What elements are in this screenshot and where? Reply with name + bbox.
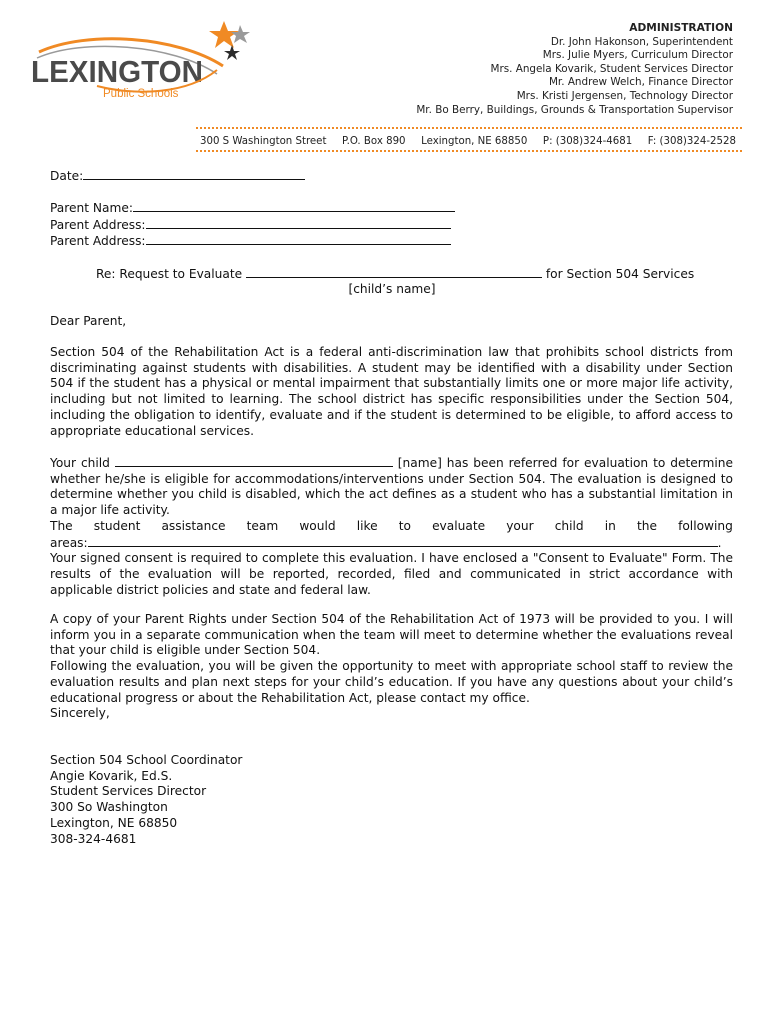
signature-line: Section 504 School Coordinator [50,753,243,767]
lexington-logo [27,18,252,128]
signature-line: Lexington, NE 68850 [50,815,178,830]
po-box: P.O. Box 890 [342,136,406,147]
re-suffix: for Section 504 Services [545,267,695,281]
admin-line: Mrs. Kristi Jergensen, Technology Director [516,89,733,102]
admin-line: Mr. Andrew Welch, Finance Director [548,76,733,89]
paragraph-section-504: Section 504 of the Rehabilitation Act is a federal anti-discrimination law that prohibits school districts from discriminating against students with disabilities. A student may be identified with a disability under Section 504 if the student has a physical or mental impairment that substantially limits one or more major life activity, including but not limited to learning. The school district has specific responsibilities under the Section 504, including the obligation to identify, evaluate and if the student is determined to be eligible, to afford access to appropriate educational services. [50,345,733,438]
date-blank[interactable] [83,168,305,180]
star-icon [231,25,250,43]
re-line [96,266,733,283]
street-address: 300 S Washington Street [200,136,327,147]
team-line: The student assistance team would like to evaluate your child in the following [50,518,733,533]
date-line [50,168,733,185]
dotted-divider [196,127,742,129]
areas-line: areas: . [50,535,722,550]
parent-fields [50,200,733,250]
admin-line: Mrs. Julie Myers, Curriculum Director [542,49,733,62]
administration-block [416,22,733,117]
parent-name-blank[interactable] [133,200,455,212]
dotted-divider [196,150,742,152]
re-prefix: Re: Request to Evaluate [96,267,243,281]
parent-name-label: Parent Name: [50,201,133,215]
parent-rights-text: A copy of your Parent Rights under Section 504 of the Rehabilitation Act of 1973 will be provided to you. I will inform you in a separate communication when the team will meet to determine whether the evaluations reveal that your child is eligible under Section 504. [50,612,733,658]
phone-number: P: (308)324-4681 [542,136,633,147]
paragraph-referral [50,455,733,598]
city-state-zip: Lexington, NE 68850 [421,136,528,147]
child-name-caption: [child’s name] [348,282,436,296]
parent-address-label: Parent Address: [50,234,146,249]
signature-line: 308-324-4681 [50,831,137,846]
child-name-blank[interactable] [246,266,542,278]
parent-address-blank[interactable] [146,217,451,229]
following-text: Following the evaluation, you will be given the opportunity to meet with appropriate school staff to review the evaluation results and plan next steps for your child’s education. If you have any questions about your child’s educational progress or about the Rehabilitation Act, please contact my office. [50,659,733,705]
areas-label: areas: [50,535,88,550]
admin-line: Mr. Bo Berry, Buildings, Grounds & Transportation Supervisor [416,103,733,116]
administration-heading: ADMINISTRATION [629,22,733,34]
parent-address-label: Parent Address: [50,217,146,232]
areas-blank[interactable] [88,535,718,547]
signature-line: 300 So Washington [50,800,168,815]
signature-line: Student Services Director [50,784,207,799]
closing: Sincerely, [50,706,110,721]
referral-text: [name] has been referred for evaluation to determine whether he/she is eligible for accommodations/interventions under Section 504. The evaluation is designed to determine whether you child is disabled, which the act defines as a student who has a substantial limitation in a major life activity. [50,456,734,518]
consent-text: Your signed consent is required to complete this evaluation. I have enclosed a "Consent to Evaluate" Form. The results of the evaluation will be reported, recorded, filed and communicated in strict accordance with applicable district policies and state and federal law. [50,551,733,597]
signature-block [50,753,733,847]
salutation: Dear Parent, [50,314,127,328]
paragraph-parent-rights [50,612,733,722]
address-bar [200,136,736,147]
child-name-field[interactable] [115,455,393,467]
parent-address-blank[interactable] [146,233,451,245]
your-child-text: Your child [50,456,110,470]
star-icon [224,45,240,60]
admin-line: Dr. John Hakonson, Superintendent [550,35,733,48]
logo-name: LEXINGTON [31,54,203,89]
admin-line: Mrs. Angela Kovarik, Student Services Director [490,62,733,75]
date-label: Date: [50,169,84,183]
signature-line: Angie Kovarik, Ed.S. [50,768,173,783]
fax-number: F: (308)324-2528 [647,136,736,147]
logo-tagline: Public Schools [103,88,179,100]
